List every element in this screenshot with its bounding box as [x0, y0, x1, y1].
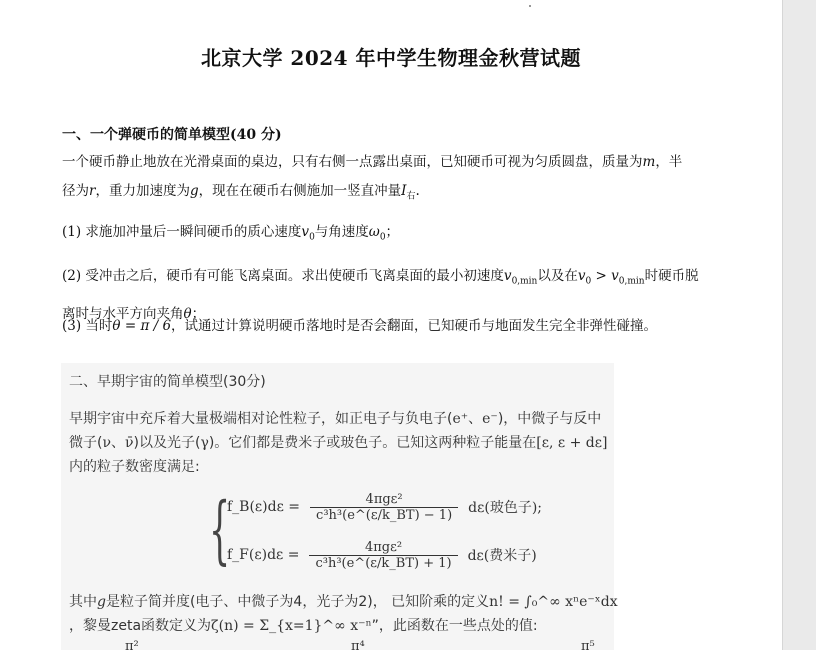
section2-block: [61, 363, 618, 650]
equation-brace: {: [209, 487, 231, 573]
question-3: (3) 当时θ = π / 6，试通过计算说明硬币落地时是否会翻面，已知硬币与地面发生完全非弹性碰撞。: [62, 318, 658, 334]
section2-intro: 早期宇宙中充斥着大量极端相对论性粒子，如正电子与负电子(e⁺、e⁻)，中微子与反中 微子(ν、ν̄)以及光子(γ)。它们都是费米子或玻色子。已知这两种粒子能量在[ε, ε + dε] 内的粒子数密度满足:: [69, 411, 608, 475]
section1-heading: 一、一个弹硬币的简单模型(40 分): [62, 127, 282, 143]
page-title: 北京大学 2024 年中学生物理金秋营试题: [200, 46, 582, 70]
fermi-equation: f_F(ε)dε = $\frac{\text{4πgε²}}{\text{c³h³(e\textasciicircum{}(ε/k\_BT) + 1)}}$ dε(费米子): [227, 539, 537, 571]
section1-intro: 一个硬币静止地放在光滑桌面的桌边，只有右侧一点露出桌面，已知硬币可视为匀质圆盘，质量为m，半 径为r，重力加速度为g，现在在硬币右侧施加一竖直冲量$I_右$.: [62, 154, 683, 202]
degeneracy-text: 其中g是粒子简并度(电子、中微子为4，光子为2)， 已知阶乘的定义n! = ∫₀^∞ xⁿe⁻ˣdx: [69, 594, 618, 610]
section2-heading: 二、早期宇宙的简单模型(30分): [69, 374, 266, 390]
zeta-text: ，黎曼zeta函数定义为ζ(n) = Σ_{x=1}^∞ x⁻ⁿ”，此函数在一些点处的值:: [69, 618, 538, 634]
question-1: (1) 求施加冲量后一瞬间硬币的质心速度$v_0$与角速度$\omega_0$；: [62, 224, 400, 243]
question-2: (2) 受冲击之后，硬币有可能飞离桌面。求出使硬币飞离桌面的最小初速度$v_{0,min}$以及在$v_0 > v_{0,min}$时硬币脱 离时与水平方向夹角θ；: [62, 268, 699, 322]
zeta-value-2: π⁴: [351, 639, 365, 650]
bose-equation: f_B(ε)dε = $\frac{\text{4πgε²}}{\text{c³h³(e\textasciicircum{}(ε/k\_BT) − 1)}}$ dε(玻色子);: [227, 491, 542, 523]
viewer-side-gutter: [782, 0, 816, 650]
zeta-value-1: π²: [125, 639, 139, 650]
zeta-value-3: π⁵: [581, 639, 595, 650]
distribution-equations: [209, 487, 589, 587]
speck: [529, 5, 531, 7]
